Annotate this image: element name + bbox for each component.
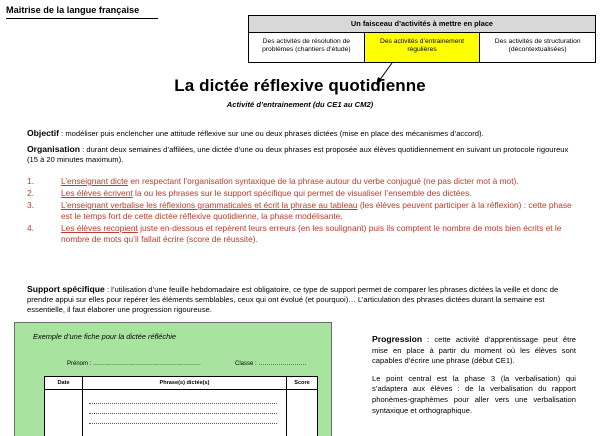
progression-paragraph	[372, 334, 576, 416]
writing-line	[89, 423, 277, 424]
progression-label: Progression	[372, 334, 423, 344]
steps-list	[27, 176, 575, 246]
activity-cell-resolution: Des activités de résolution de problèmes (chantiers d’étude)	[249, 33, 365, 62]
prenom-field: Prénom : ………………………………………………	[67, 361, 202, 367]
organisation-label: Organisation	[27, 144, 81, 154]
step-underlined: Les élèves écrivent	[61, 188, 133, 198]
organisation-paragraph	[27, 144, 575, 165]
column-header-date: Date	[45, 377, 83, 389]
support-text: : l’utilisation d’une feuille hebdomadaire est obligatoire, ce type de support permet de comparer les phrases dictées la veille et donc de prendre appui sur elles pour repérer les éléments semblables, ceux qui ont évolué (et pourquoi)… L’articulation des phrases dictées durant la semaine est essentielle, il faut élaborer une progression rigoureuse.	[27, 285, 559, 314]
progression-text: : cette activité d’apprentissage peut être mise en place à partir du moment où les élèves sont capables d’écrire une phrase (début CE1).	[372, 335, 576, 366]
objectif-text: : modéliser puis enclencher une attitude réflexive sur une ou deux phrases dictées (mise en place des mécanismes d’accord).	[59, 129, 484, 138]
writing-line	[89, 403, 277, 404]
objectif-label: Objectif	[27, 128, 59, 138]
support-label: Support spécifique	[27, 284, 105, 294]
list-item	[27, 176, 575, 187]
page-subtitle: Activité d’entrainement (du CE1 au CM2)	[226, 100, 374, 109]
writing-line	[89, 413, 277, 414]
list-item	[27, 188, 575, 199]
list-item	[27, 223, 575, 245]
progression-text-2: Le point central est la phase 3 (la verbalisation) qui s’adaptera aux élèves : de la verbalisation du rapport phonèmes-graphèmes pour aller vers une verbalisation syntaxique et orthographique.	[372, 373, 576, 415]
step-underlined: Les élèves recopient	[61, 223, 138, 233]
section-label: Maitrise de la langue française	[6, 4, 158, 19]
objectif-paragraph	[27, 128, 575, 139]
step-number: 1.	[27, 176, 34, 186]
classe-field: Classe : ……………………	[235, 361, 307, 367]
step-text: en respectant l’organisation syntaxique de la phrase autour du verbe conjugué (ne pas dicter mot à mot).	[128, 176, 519, 186]
step-number: 3.	[27, 200, 34, 210]
activity-cell-structuration: Des activités de structuration (décontextualisées)	[494, 38, 581, 53]
page-title: La dictée réflexive quotidienne	[174, 76, 426, 95]
step-underlined: L’enseignant dicte	[61, 176, 129, 186]
activity-table-title: Un faisceau d’activités à mettre en place	[249, 16, 595, 33]
column-header-phrases: Phrase(s) dictée(s)	[83, 377, 287, 389]
step-underlined: L’enseignant verbalise les réflexions grammaticales et écrit la phrase au tableau	[61, 200, 358, 210]
step-text: (les élèves peuvent participer à la réflexion) : cette phase est le temps fort de cette dictée réflexive quotidienne, la phase modélisante.	[61, 200, 572, 221]
activity-cell-entrainement: Des activités d’entrainement régulières	[365, 33, 481, 62]
step-number: 4.	[27, 223, 34, 233]
list-item	[27, 200, 575, 222]
example-sheet-table	[44, 376, 318, 436]
step-text: la ou les phrases sur le support spécifique qui permet de visualiser l’ensemble des dictées.	[132, 188, 472, 198]
activity-table	[248, 15, 596, 63]
organisation-text: : durant deux semaines d’affilées, une dictée d’une ou deux phrases est proposée aux élèves quotidiennement en suivant un protocole rigoureux (15 à 20 minutes maximum).	[27, 145, 569, 164]
step-text: juste en-dessous et repèrent leurs erreurs (en les soulignant) puis ils comptent le nombre de mots bien écrits et le nombre de mots qu’il fallait écrire (score de réussite).	[61, 223, 562, 244]
step-number: 2.	[27, 188, 34, 198]
column-header-score: Score	[294, 380, 310, 386]
example-sheet-title: Exemple d’une fiche pour la dictée réfléchie	[33, 332, 176, 341]
example-sheet	[14, 322, 332, 436]
support-paragraph	[27, 284, 575, 315]
